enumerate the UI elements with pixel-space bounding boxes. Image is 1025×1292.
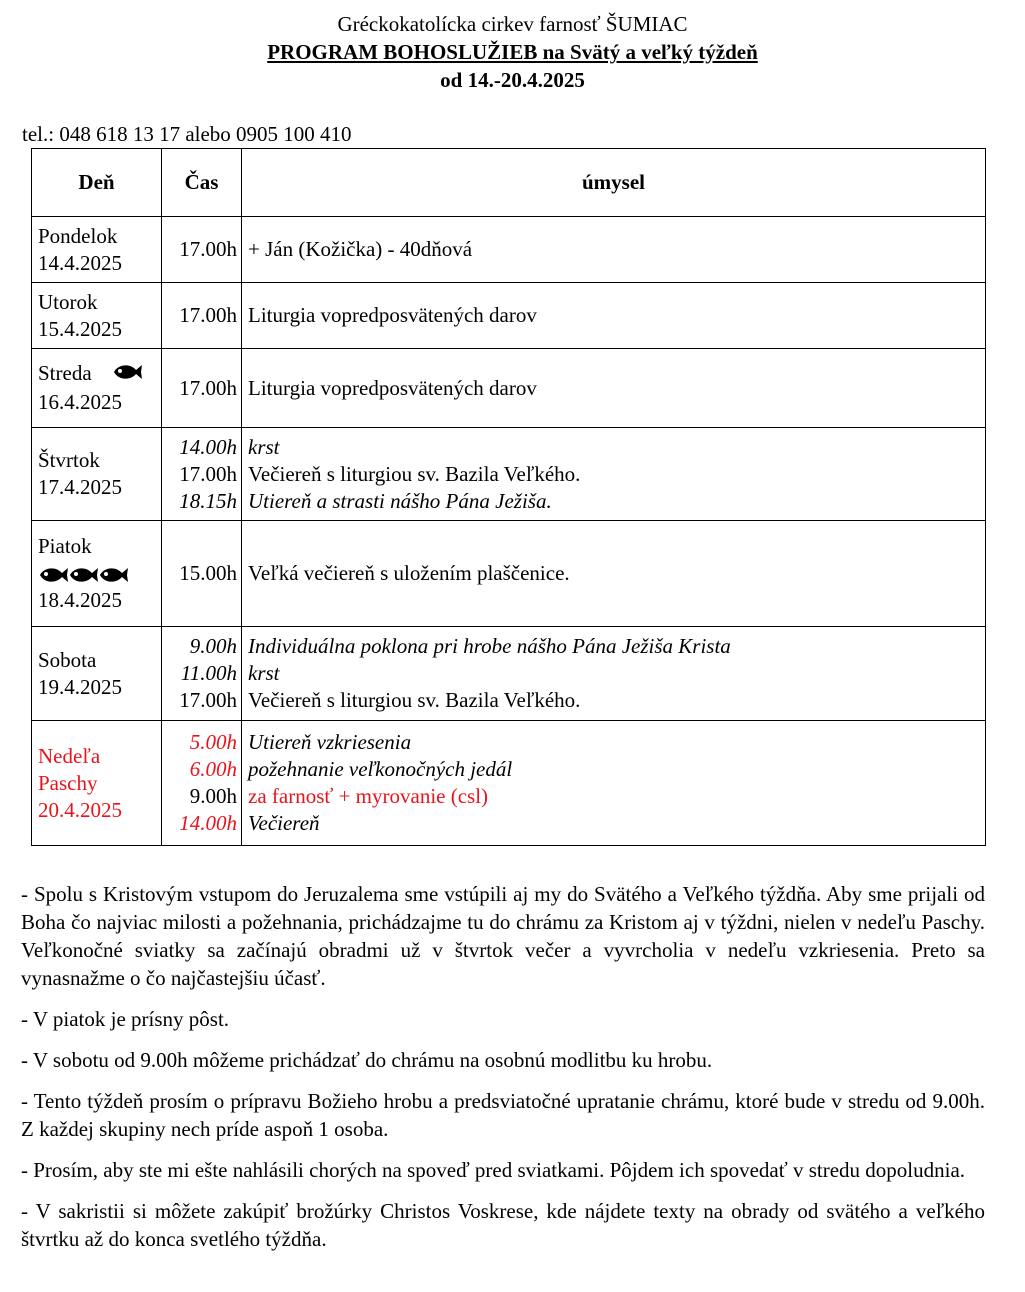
intent-cell [242,521,986,627]
announcements [21,880,985,1266]
time-value: 18.15h [179,488,237,513]
three-fish-icon [38,560,155,587]
table-header-row [32,149,986,217]
intent-text: Liturgia vopredposvätených darov [248,303,537,327]
day-date: 14.4.2025 [38,250,122,275]
day-date: 20.4.2025 [38,797,122,822]
time-value: 5.00h [189,730,237,754]
fish-icon [112,362,144,389]
intent-text: Večiereň [248,811,320,835]
day-name: Piatok [38,534,92,558]
time-value: 17.00h [179,303,237,327]
intent-text: Veľká večiereň s uložením plaščenice. [248,561,570,585]
intent-cell [242,428,986,521]
announcement-paragraph: - Spolu s Kristovým vstupom do Jeruzalema sme vstúpili aj my do Svätého a Veľkého týždňa. Aby sme prijali od Boha čo najviac milosti a požehnania, prichádzajme tu do chrámu za Kristom aj v týždni, nielen v nedeľu Paschy. Veľkonočné sviatky sa začínajú obradmi už v štvrtok večer a vyvrcholia v nedeľu vzkriesenia. Preto sa vynasnažme o čo najčastejšiu účasť. [21,882,985,990]
announcement-paragraph: - V piatok je prísny pôst. [21,1007,230,1031]
intent-text: Večiereň s liturgiou sv. Bazila Veľkého. [248,461,581,486]
day-date: 16.4.2025 [38,389,122,414]
time-cell [162,217,242,283]
intent-text: Utiereň a strasti nášho Pána Ježiša. [248,488,552,513]
table-row [32,521,986,627]
day-date: 17.4.2025 [38,475,122,499]
intent-text: Individuálna poklona pri hrobe nášho Pána Ježiša Krista [248,634,731,658]
intent-text: Večiereň s liturgiou sv. Bazila Veľkého. [248,688,581,712]
time-cell [162,283,242,349]
intent-cell [242,349,986,428]
table-row [32,721,986,846]
time-value: 17.00h [179,237,237,261]
day-name: Paschy [38,770,98,795]
time-value: 15.00h [179,561,237,585]
day-cell [32,217,162,283]
time-value: 17.00h [179,375,237,400]
date-range: od 14.-20.4.2025 [440,68,585,92]
time-value: 14.00h [179,434,237,459]
time-cell [162,521,242,627]
time-value: 17.00h [179,688,237,712]
schedule-table [31,148,986,846]
program-title: PROGRAM BOHOSLUŽIEB na Svätý a veľký týždeň [267,40,758,64]
header-intent: úmysel [242,149,986,217]
table-row [32,627,986,721]
day-cell [32,627,162,721]
intent-text: Utiereň vzkriesenia [248,730,412,754]
intent-cell [242,283,986,349]
document-header [0,10,1025,94]
intent-text: krst [248,661,280,685]
day-date: 15.4.2025 [38,316,122,341]
day-cell [32,721,162,846]
day-cell [32,521,162,627]
day-cell [32,283,162,349]
day-name: Utorok [38,289,98,314]
header-day: Deň [32,149,162,217]
day-date: 18.4.2025 [38,588,122,612]
intent-text: + Ján (Kožička) - 40dňová [248,237,473,261]
time-cell [162,428,242,521]
day-name: Štvrtok [38,448,100,472]
day-cell [32,428,162,521]
time-value: 9.00h [189,784,237,808]
day-name: Pondelok [38,223,118,248]
time-cell [162,721,242,846]
time-cell [162,349,242,428]
intent-text: krst [248,434,280,459]
table-row [32,428,986,521]
announcement-paragraph: - Prosím, aby ste mi ešte nahlásili chorých na spoveď pred sviatkami. Pôjdem ich spovedať v stredu dopoludnia. [21,1158,966,1182]
intent-cell [242,217,986,283]
table-row [32,217,986,283]
table-row [32,283,986,349]
header-time: Čas [162,149,242,217]
day-cell [32,349,162,428]
announcement-paragraph: - V sobotu od 9.00h môžeme prichádzať do chrámu na osobnú modlitbu ku hrobu. [21,1048,713,1072]
intent-text: požehnanie veľkonočných jedál [248,757,513,781]
table-row [32,349,986,428]
time-value: 6.00h [189,757,237,781]
day-name: Sobota [38,647,97,672]
announcement-paragraph: - V sakristii si môžete zakúpiť brožúrky Christos Voskrese, kde nájdete texty na obrady od svätého a veľkého štvrtku až do konca svetlého týždňa. [21,1199,985,1251]
time-cell [162,627,242,721]
contact-phone: tel.: 048 618 13 17 alebo 0905 100 410 [22,122,352,146]
parish-name: Gréckokatolícka cirkev farnosť ŠUMIAC [337,12,688,36]
time-value: 11.00h [180,661,237,685]
day-date: 19.4.2025 [38,674,122,699]
announcement-paragraph: - Tento týždeň prosím o prípravu Božieho hrobu a predsviatočné upratanie chrámu, ktoré bude v stredu od 9.00h. Z každej skupiny nech príde aspoň 1 osoba. [21,1089,985,1141]
intent-cell [242,627,986,721]
day-name: Nedeľa [38,743,101,768]
intent-text: Liturgia vopredposvätených darov [248,375,537,400]
time-value: 9.00h [189,634,237,658]
time-value: 14.00h [179,811,237,835]
time-value: 17.00h [179,461,237,486]
intent-cell [242,721,986,846]
day-name: Streda [38,361,92,386]
intent-text: za farnosť + myrovanie (csl) [248,784,489,808]
